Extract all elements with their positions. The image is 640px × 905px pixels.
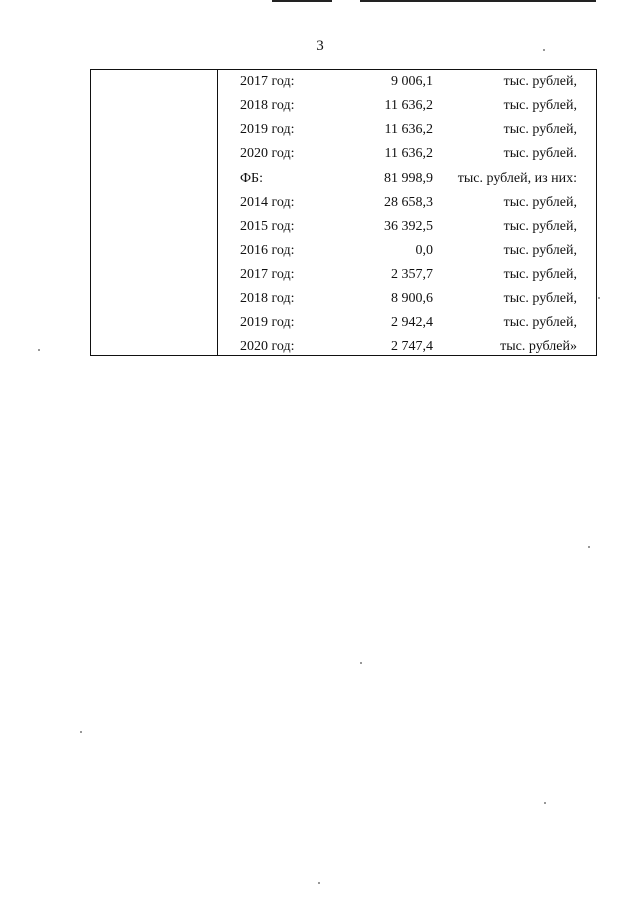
unit-label: тыс. рублей, bbox=[503, 195, 577, 210]
scan-speck bbox=[544, 802, 546, 804]
top-edge-mark-left bbox=[272, 0, 332, 2]
unit-label: тыс. рублей, bbox=[503, 98, 577, 113]
year-label: 2017 год: bbox=[240, 74, 295, 89]
amount-value: 2 357,7 bbox=[391, 267, 433, 282]
scan-speck bbox=[80, 731, 82, 733]
unit-label: тыс. рублей» bbox=[500, 339, 577, 354]
year-label: 2020 год: bbox=[240, 146, 295, 161]
year-label: 2015 год: bbox=[240, 219, 295, 234]
unit-label: тыс. рублей, bbox=[503, 122, 577, 137]
unit-label: тыс. рублей, bbox=[503, 219, 577, 234]
unit-label: тыс. рублей, из них: bbox=[457, 171, 577, 186]
table-row bbox=[0, 72, 640, 92]
scan-speck bbox=[318, 882, 320, 884]
scan-speck bbox=[543, 49, 545, 51]
scan-speck bbox=[360, 662, 362, 664]
year-label: 2019 год: bbox=[240, 315, 295, 330]
table-row-section-total bbox=[0, 169, 640, 189]
amount-value: 11 636,2 bbox=[384, 146, 433, 161]
table-row bbox=[0, 337, 640, 357]
table-row bbox=[0, 193, 640, 213]
year-label: 2014 год: bbox=[240, 195, 295, 210]
unit-label: тыс. рублей, bbox=[503, 243, 577, 258]
unit-label: тыс. рублей, bbox=[503, 74, 577, 89]
amount-value: 36 392,5 bbox=[384, 219, 433, 234]
amount-value: 8 900,6 bbox=[391, 291, 433, 306]
year-label: 2016 год: bbox=[240, 243, 295, 258]
top-edge-mark-right bbox=[360, 0, 596, 2]
page-number: 3 bbox=[316, 38, 324, 54]
table-row bbox=[0, 265, 640, 285]
year-label: 2018 год: bbox=[240, 98, 295, 113]
table-row bbox=[0, 120, 640, 140]
amount-value: 0,0 bbox=[415, 243, 433, 258]
table-row bbox=[0, 217, 640, 237]
table-row bbox=[0, 241, 640, 261]
scan-speck bbox=[38, 349, 40, 351]
amount-value: 9 006,1 bbox=[391, 74, 433, 89]
amount-value: 11 636,2 bbox=[384, 122, 433, 137]
unit-label: тыс. рублей, bbox=[503, 291, 577, 306]
amount-value: 2 942,4 bbox=[391, 315, 433, 330]
scan-speck bbox=[588, 546, 590, 548]
year-label: 2019 год: bbox=[240, 122, 295, 137]
year-label: 2020 год: bbox=[240, 339, 295, 354]
section-label: ФБ: bbox=[240, 171, 263, 186]
table-row bbox=[0, 289, 640, 309]
year-label: 2018 год: bbox=[240, 291, 295, 306]
unit-label: тыс. рублей, bbox=[503, 267, 577, 282]
table-row bbox=[0, 96, 640, 116]
year-label: 2017 год: bbox=[240, 267, 295, 282]
amount-value: 11 636,2 bbox=[384, 98, 433, 113]
unit-label: тыс. рублей. bbox=[503, 146, 577, 161]
amount-value: 81 998,9 bbox=[384, 171, 433, 186]
amount-value: 2 747,4 bbox=[391, 339, 433, 354]
table-row bbox=[0, 313, 640, 333]
table-row bbox=[0, 144, 640, 164]
unit-label: тыс. рублей, bbox=[503, 315, 577, 330]
amount-value: 28 658,3 bbox=[384, 195, 433, 210]
scan-speck bbox=[598, 297, 600, 299]
